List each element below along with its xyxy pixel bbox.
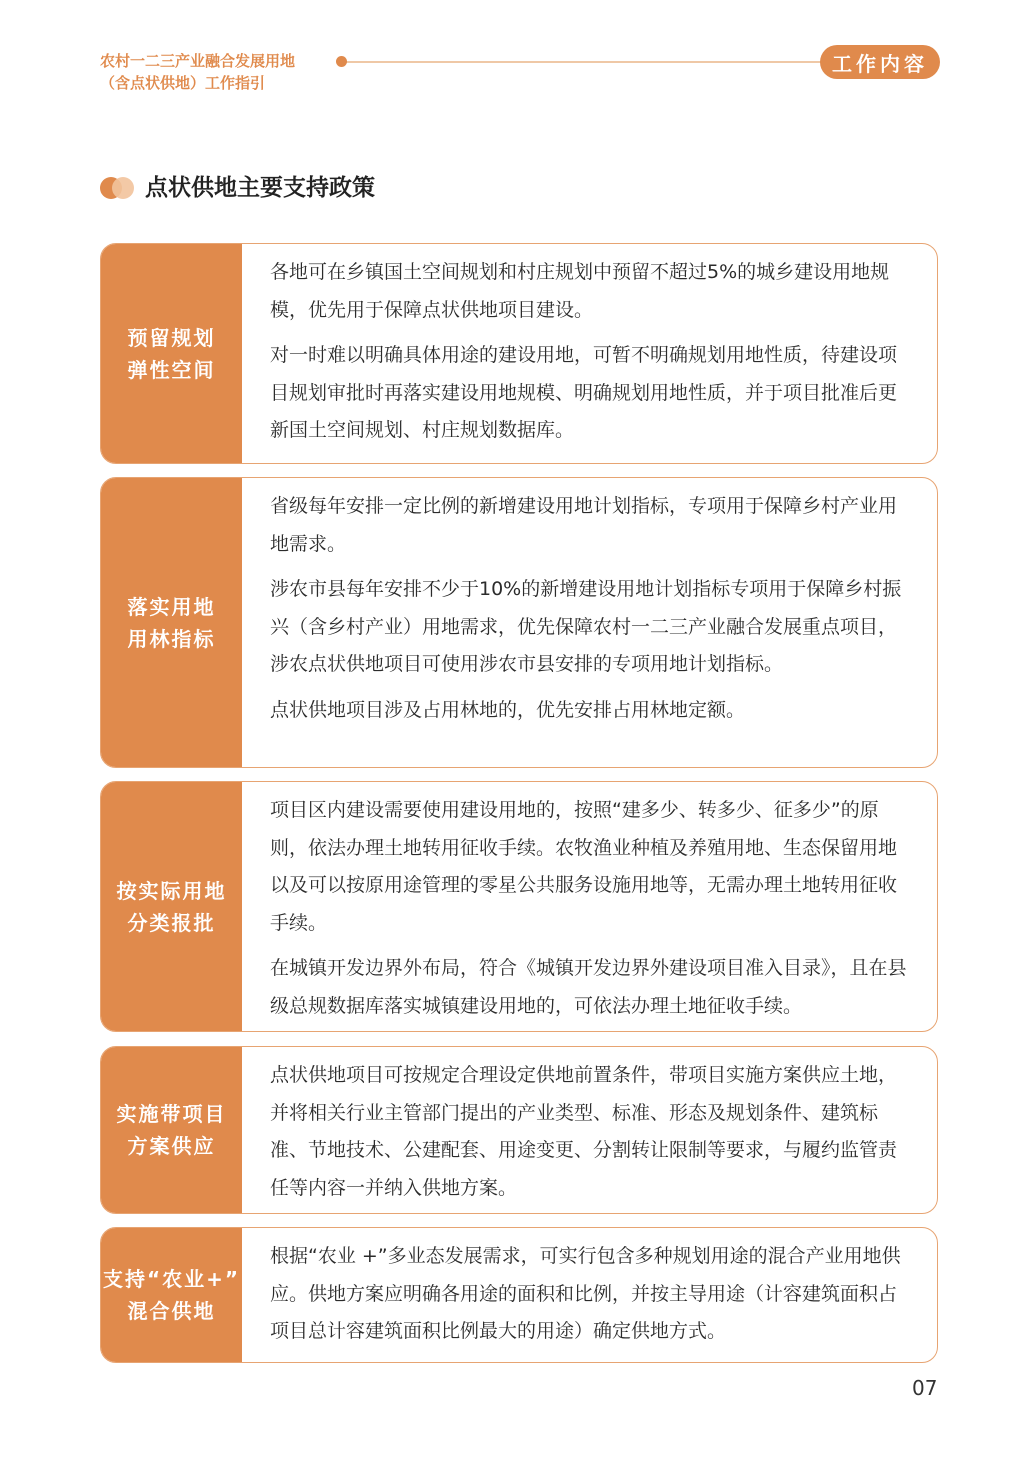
page-number: 07	[912, 1376, 938, 1400]
policy-paragraph: 点状供地项目涉及占用林地的，优先安排占用林地定额。	[270, 698, 746, 721]
bullet-circles-icon	[100, 177, 136, 199]
policy-card-mixed-supply	[100, 1227, 938, 1363]
policy-card-project-supply	[100, 1046, 938, 1214]
policy-card-land-quota	[100, 477, 938, 768]
policy-paragraph: 项目区内建设需要使用建设用地的，按照“建多少、转多少、征多少”的原则，依法办理土地转用征收手续。农牧渔业种植及养殖用地、生态保留用地以及可以按原用途管理的零星公共服务设施用地等，无需办理土地转用征收手续。	[270, 799, 898, 934]
policy-label-line2: 弹性空间	[127, 357, 216, 382]
policy-paragraph: 在城镇开发边界外布局，符合《城镇开发边界外建设项目准入目录》，且在县级总规数据库落实城镇建设用地的，可依法办理土地征收手续。	[270, 957, 907, 1017]
policy-card-label	[101, 1047, 242, 1213]
policy-card-label	[101, 478, 242, 767]
policy-label-line1: 按实际用地	[116, 878, 227, 903]
policy-card-label	[101, 782, 242, 1031]
policy-card-body	[242, 1228, 937, 1362]
policy-paragraph: 根据“农业 +”多业态发展需求，可实行包含多种规划用途的混合产业用地供应。供地方案应明确各用途的面积和比例，并按主导用途（计容建筑面积占项目总计容建筑面积比例最大的用途）确定供地方式。	[270, 1245, 901, 1342]
policy-label-line2: 分类报批	[127, 910, 216, 935]
policy-paragraph: 对一时难以明确具体用途的建设用地，可暂不明确规划用地性质，待建设项目规划审批时再落实建设用地规模、明确规划用地性质，并于项目批准后更新国土空间规划、村庄规划数据库。	[270, 344, 898, 441]
policy-label-line1: 预留规划	[127, 325, 216, 350]
header-divider	[340, 61, 840, 63]
policy-label-line2: 混合供地	[127, 1299, 216, 1323]
policy-card-approval	[100, 781, 938, 1032]
policy-card-label	[101, 244, 242, 463]
policy-paragraph: 各地可在乡镇国土空间规划和村庄规划中预留不超过5%的城乡建设用地规模，优先用于保障点状供地项目建设。	[270, 261, 890, 321]
policy-card-body	[242, 478, 937, 767]
document-title-line2: （含点状供地）工作指引	[100, 74, 266, 92]
policy-card-body	[242, 1047, 937, 1213]
section-title: 点状供地主要支持政策	[145, 175, 375, 201]
header-dot-icon	[336, 56, 347, 67]
policy-label-line2: 用林指标	[127, 626, 216, 651]
policy-card-body	[242, 244, 937, 463]
policy-paragraph: 省级每年安排一定比例的新增建设用地计划指标，专项用于保障乡村产业用地需求。	[270, 495, 898, 555]
policy-card-label	[101, 1228, 242, 1362]
policy-label-line2: 方案供应	[127, 1134, 216, 1158]
document-title-line1: 农村一二三产业融合发展用地	[100, 52, 296, 70]
policy-card-planning-reserve	[100, 243, 938, 464]
document-title	[100, 50, 295, 94]
policy-label-line1: 实施带项目	[116, 1102, 227, 1126]
policy-label-line1: 支持“农业+”	[102, 1267, 241, 1291]
section-badge: 工作内容	[820, 45, 940, 79]
policy-paragraph: 涉农市县每年安排不少于10%的新增建设用地计划指标专项用于保障乡村振兴（含乡村产业）用地需求，优先保障农村一二三产业融合发展重点项目，涉农点状供地项目可使用涉农市县安排的专项用地计划指标。	[270, 578, 902, 675]
policy-paragraph: 点状供地项目可按规定合理设定供地前置条件，带项目实施方案供应土地，并将相关行业主管部门提出的产业类型、标准、形态及规划条件、建筑标准、节地技术、公建配套、用途变更、分割转让限制等要求，与履约监管责任等内容一并纳入供地方案。	[270, 1064, 898, 1199]
policy-card-body	[242, 782, 937, 1031]
policy-label-line1: 落实用地	[127, 594, 216, 619]
